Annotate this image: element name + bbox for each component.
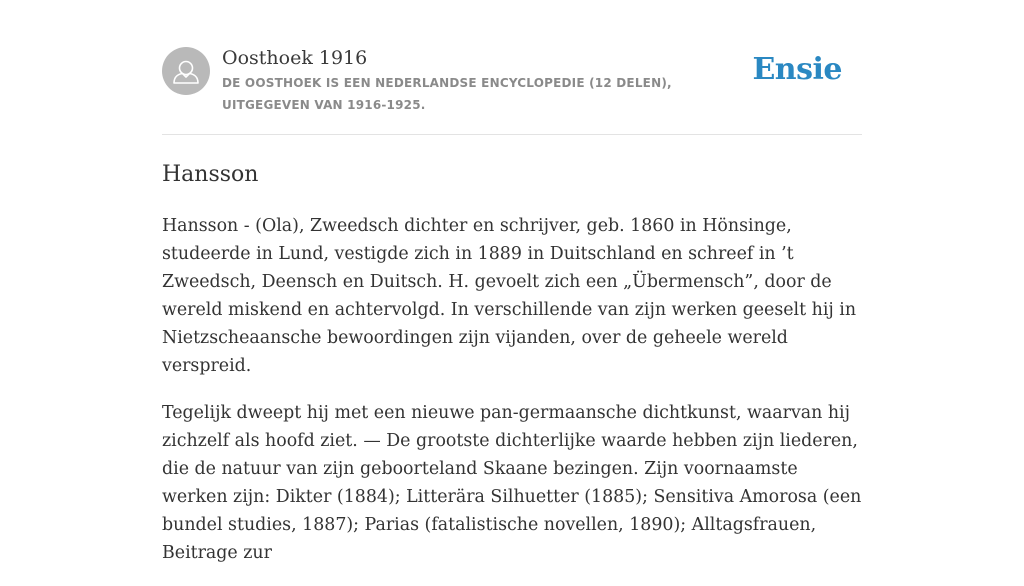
- source-title[interactable]: Oosthoek 1916: [222, 47, 368, 69]
- article-paragraph: Tegelijk dweept hij met een nieuwe pan-germaansche dichtkunst, waarvan hij zichzelf als hoofd ziet. — De grootste dichterlijke waarde hebben zijn liederen, die de natuur van zijn geboorteland Skaane bezingen. Zijn voornaamste werken zijn: Dikter (1884); Litterära Silhuetter (1885); Sensitiva Amorosa (een bundel studies, 1887); Parias (fatalistische novellen, 1890); Alltagsfrauen, Beitrage zur: [162, 403, 862, 563]
- article-paragraph: Hansson - (Ola), Zweedsch dichter en schrijver, geb. 1860 in Hönsinge, studeerde in Lund, vestigde zich in 1889 in Duitschland en schreef in ’t Zweedsch, Deensch en Duitsch. H. gevoelt zich een „Übermensch”, door de wereld miskend en achtervolgd. In verschillende van zijn werken geeselt hij in Nietzscheaansche bewoordingen zijn vijanden, over de geheele wereld verspreid.: [162, 216, 857, 376]
- entry-title: Hansson: [162, 162, 259, 187]
- source-description: DE OOSTHOEK IS EEN NEDERLANDSE ENCYCLOPEDIE (12 DELEN), UITGEGEVEN VAN 1916-1925.: [222, 76, 672, 112]
- ensie-logo[interactable]: Ensie: [752, 52, 842, 87]
- article: [162, 158, 862, 586]
- user-outline-icon: [162, 47, 210, 95]
- source-header: [162, 46, 862, 135]
- source-avatar[interactable]: [162, 47, 210, 95]
